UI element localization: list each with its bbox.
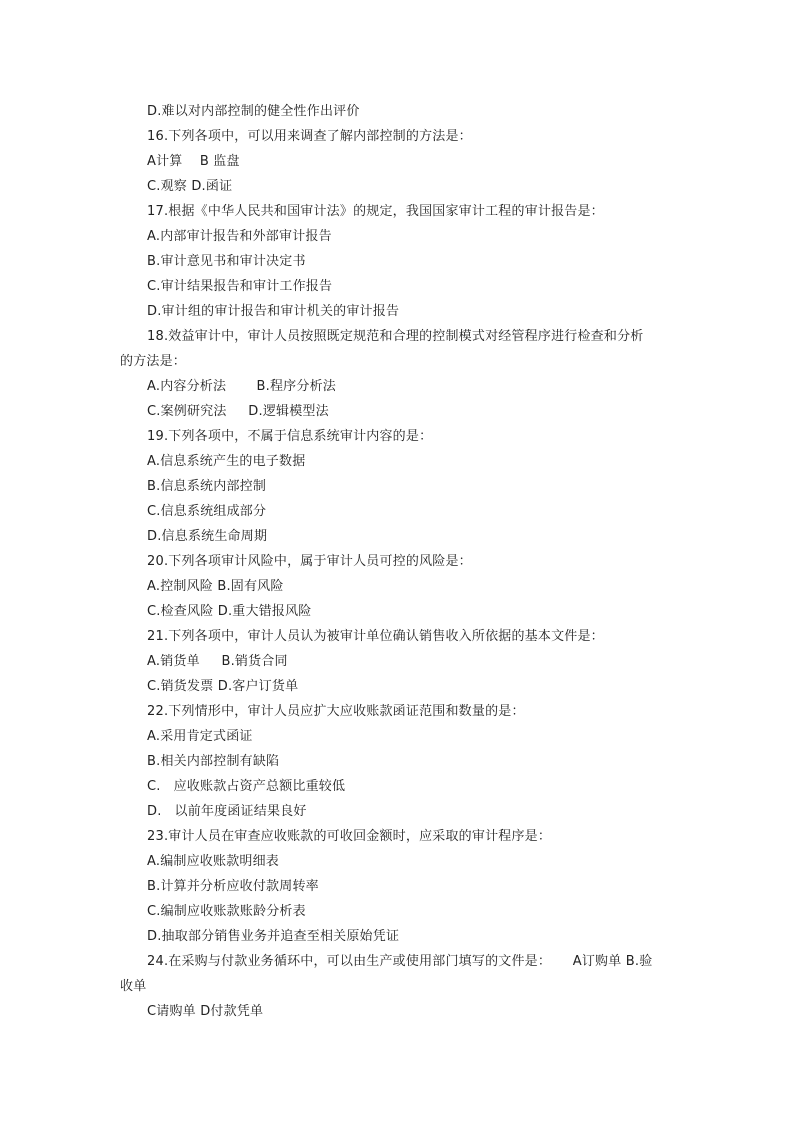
q17-option-d: D.审计组的审计报告和审计机关的审计报告: [147, 304, 400, 319]
q20-options-ab: A.控制风险 B.固有风险: [147, 579, 284, 594]
q17-option-b: B.审计意见书和审计决定书: [147, 254, 306, 269]
q24-question: 24.在采购与付款业务循环中，可以由生产或使用部门填写的文件是： A订购单 B.验: [147, 954, 653, 969]
q16-options-cd: C.观察 D.函证: [147, 179, 233, 194]
q18-options-cd: C.案例研究法 D.逻辑模型法: [147, 404, 329, 419]
q21-options-cd: C.销货发票 D.客户订货单: [147, 679, 299, 694]
q18-question-cont: 的方法是：: [120, 354, 187, 369]
q19-option-a: A.信息系统产生的电子数据: [147, 454, 306, 469]
q22-option-c: C. 应收账款占资产总额比重较低: [147, 779, 346, 794]
q19-option-b: B.信息系统内部控制: [147, 479, 267, 494]
q22-question: 22.下列情形中，审计人员应扩大应收账款函证范围和数量的是：: [147, 704, 525, 719]
q23-option-d: D.抽取部分销售业务并追查至相关原始凭证: [147, 929, 400, 944]
q22-option-a: A.采用肯定式函证: [147, 729, 253, 744]
q16-question: 16.下列各项中，可以用来调查了解内部控制的方法是：: [147, 129, 472, 144]
q22-option-d: D. 以前年度函证结果良好: [147, 804, 307, 819]
q21-question: 21.下列各项中，审计人员认为被审计单位确认销售收入所依据的基本文件是：: [147, 629, 604, 644]
q18-options-ab: A.内容分析法 B.程序分析法: [147, 379, 336, 394]
q20-question: 20.下列各项审计风险中，属于审计人员可控的风险是：: [147, 554, 472, 569]
q23-option-c: C.编制应收账款账龄分析表: [147, 904, 306, 919]
q19-question: 19.下列各项中，不属于信息系统审计内容的是：: [147, 429, 433, 444]
q24-options-cd: C请购单 D付款凭单: [147, 1004, 264, 1019]
q17-question: 17.根据《中华人民共和国审计法》的规定，我国国家审计工程的审计报告是：: [147, 204, 604, 219]
q23-option-b: B.计算并分析应收付款周转率: [147, 879, 319, 894]
q18-question: 18.效益审计中，审计人员按照既定规范和合理的控制模式对经管程序进行检查和分析: [147, 329, 644, 344]
q17-option-c: C.审计结果报告和审计工作报告: [147, 279, 333, 294]
q16-options-ab: A计算 B 监盘: [147, 154, 240, 169]
q15-option-d: D.难以对内部控制的健全性作出评价: [147, 104, 360, 119]
q22-option-b: B.相关内部控制有缺陷: [147, 754, 280, 769]
q24-question-cont: 收单: [120, 979, 147, 994]
q21-options-ab: A.销货单 B.销货合同: [147, 654, 288, 669]
q17-option-a: A.内部审计报告和外部审计报告: [147, 229, 332, 244]
q20-options-cd: C.检查风险 D.重大错报风险: [147, 604, 312, 619]
q23-option-a: A.编制应收账款明细表: [147, 854, 279, 869]
q19-option-c: C.信息系统组成部分: [147, 504, 267, 519]
q19-option-d: D.信息系统生命周期: [147, 529, 268, 544]
q23-question: 23.审计人员在审查应收账款的可收回金额时，应采取的审计程序是：: [147, 829, 552, 844]
